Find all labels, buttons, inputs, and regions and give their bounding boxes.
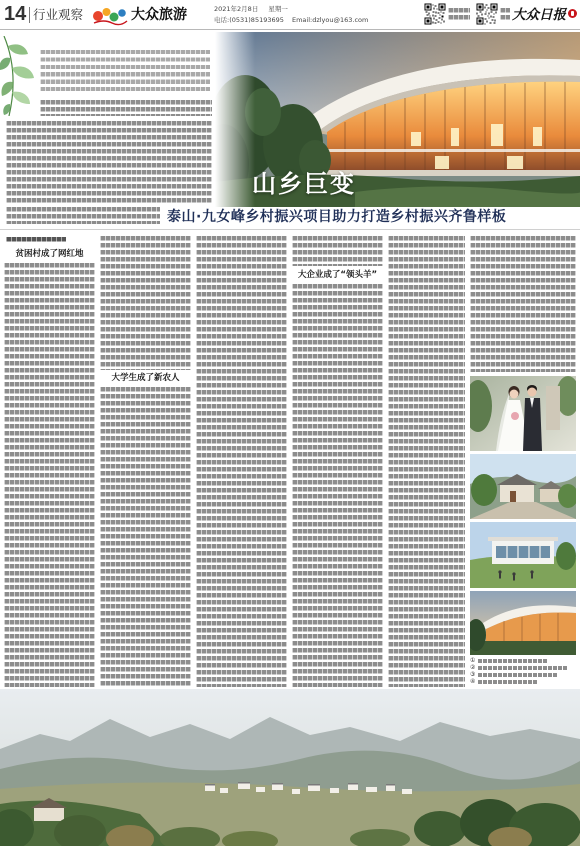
- logo-dot-green: [110, 13, 119, 22]
- byline: [6, 237, 66, 242]
- photo-caption: [470, 658, 576, 665]
- logo-dot-orange: [103, 8, 111, 16]
- contact-phone: 电话:(0531)85193695: [214, 16, 284, 24]
- header-divider: [29, 7, 30, 23]
- headline-rule: [0, 229, 580, 230]
- headline-subtitle: 泰山·九女峰乡村振兴项目助力打造乡村振兴齐鲁样板: [167, 209, 507, 225]
- photo-village-street: [470, 454, 576, 519]
- photo-village-graphic: [470, 454, 576, 519]
- travel-logo-graphic: [92, 4, 128, 26]
- caption-marker: ④: [470, 678, 476, 685]
- qr-code-icon[interactable]: [476, 3, 498, 25]
- courtyard-garden: [470, 641, 576, 655]
- seal-icon: [568, 9, 577, 18]
- seal-inner-mark: [571, 11, 574, 16]
- article-body-text: [100, 387, 191, 687]
- caption-marker: ③: [470, 671, 476, 678]
- page-number: 14: [4, 3, 27, 25]
- photo-building-graphic: [470, 522, 576, 588]
- photo-caption: [470, 672, 576, 679]
- leaf-cluster: [0, 44, 34, 115]
- building-tree: [556, 542, 576, 570]
- leaf-decoration: [0, 36, 40, 116]
- caption-text: [478, 673, 558, 677]
- hero-title: 山乡巨变: [252, 170, 356, 198]
- brand-title: 大众旅游: [131, 7, 187, 23]
- panorama-graphic: [0, 689, 580, 846]
- contact-line: [214, 16, 368, 24]
- intro-quote-text: [40, 50, 210, 94]
- qr-code-caption: [448, 8, 470, 21]
- section-heading-1: 贫困村成了网红地: [15, 249, 84, 259]
- caption-text: [478, 666, 568, 670]
- qr-code-icon[interactable]: [424, 3, 446, 25]
- lead-paragraph-text: [6, 121, 212, 205]
- section-heading-3: 大企业成了“领头羊”: [297, 270, 378, 280]
- logo-swoosh: [94, 21, 127, 25]
- issue-weekday: 星期一: [268, 5, 288, 13]
- photo-caption: [470, 679, 576, 686]
- qr-code-graphic: [424, 3, 446, 25]
- contact-email: Email:dzlyou@163.com: [291, 16, 369, 24]
- issue-date-line: [214, 5, 288, 13]
- article-body-text: [292, 284, 383, 687]
- lead-paragraph-text: [6, 207, 160, 224]
- article-body-text: [4, 263, 95, 687]
- lead-paragraph-text: [40, 100, 212, 116]
- caption-text: [478, 680, 538, 684]
- qr-code-graphic: [476, 3, 498, 25]
- section-title: 行业观察: [33, 7, 84, 22]
- article-body-text: [100, 236, 191, 370]
- photo-dusk-courtyard: [470, 591, 576, 655]
- green-leaf-icon: [0, 36, 40, 116]
- caption-marker: ②: [470, 664, 476, 671]
- building-structure: [488, 537, 558, 564]
- photo-wedding-couple: [470, 376, 576, 451]
- qr-code-caption: [500, 8, 510, 21]
- photo-caption: [470, 665, 576, 672]
- panorama-photo: [0, 689, 580, 846]
- photo-courtyard-graphic: [470, 591, 576, 655]
- qr-modules: [477, 5, 497, 25]
- caption-marker: ①: [470, 657, 476, 664]
- newspaper-logo: 大众日报: [512, 7, 566, 23]
- photo-modern-building: [470, 522, 576, 588]
- article-body-text: [388, 236, 465, 687]
- header-rule: [0, 29, 580, 30]
- article-body-text: [292, 236, 383, 266]
- section-heading-2: 大学生成了新农人: [111, 373, 180, 383]
- photo-wedding-graphic: [470, 376, 576, 451]
- hero-left-fade: [215, 32, 255, 207]
- issue-date: 2021年2月8日: [214, 5, 259, 13]
- article-body-text: [196, 236, 287, 687]
- article-body-text: [470, 236, 576, 372]
- travel-logo-icon: [92, 4, 128, 26]
- caption-text: [478, 659, 548, 663]
- logo-dot-blue: [118, 9, 126, 17]
- qr-modules: [426, 5, 445, 24]
- logo-dot-red: [93, 11, 103, 21]
